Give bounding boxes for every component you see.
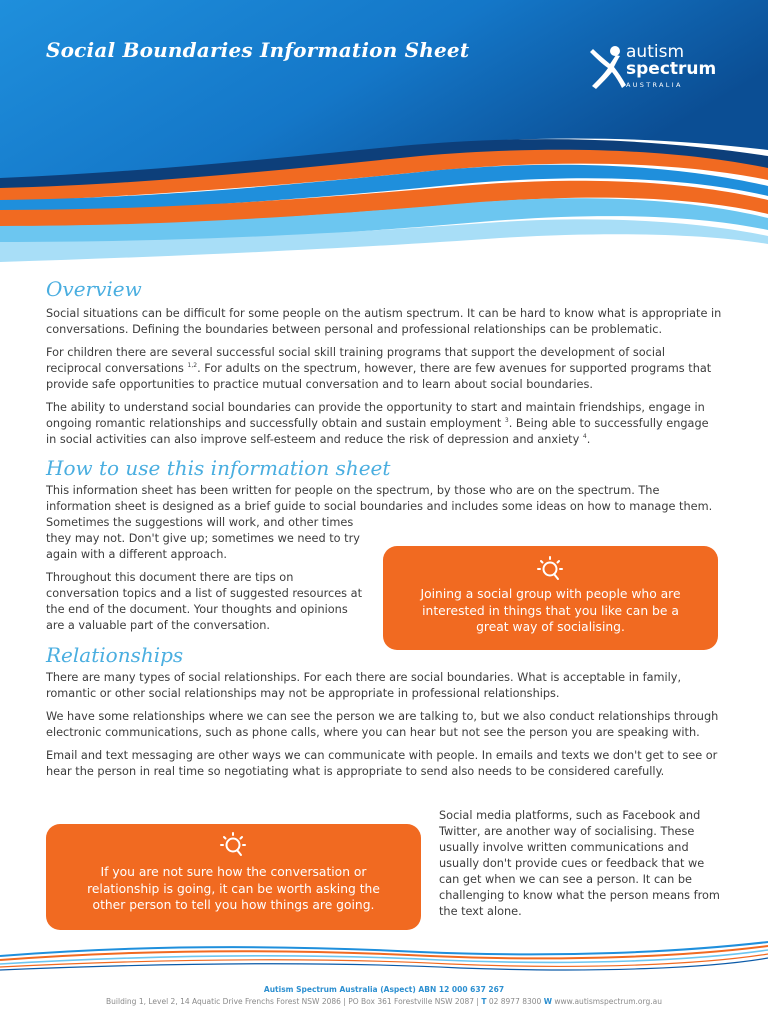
logo-line-australia: AUSTRALIA: [626, 81, 683, 89]
brand-logo: [586, 42, 736, 92]
overview-paragraph-3: The ability to understand social boundaries can provide the opportunity to start and maintain friendships, engage in ongoing romantic relationships and successfully obtain and sustain employment $^3$. Being able to successfully engage in social activities can also improve self-esteem and reduce the risk of depression and anxiety $^4$.: [46, 401, 709, 446]
heading-relationships: Relationships: [46, 643, 184, 667]
main-content: [46, 276, 722, 787]
relationships-paragraph-1: There are many types of social relationships. For each there are social boundaries. What is acceptable in family, romantic or other social relationships may not be appropriate in professional relationships.: [46, 671, 682, 700]
overview-paragraph-2: For children there are several successful social skill training programs that support the development of social reciprocal conversations $^{1,2}$. For adults on the spectrum, however, there are few avenues for supported programs that provide safe opportunities to practice mutual conversation and to learn about social boundaries.: [46, 346, 712, 391]
page-title: Social Boundaries Information Sheet: [46, 38, 470, 62]
relationships-paragraph-4: Social media platforms, such as Facebook and Twitter, are another way of socialising. These usually involve written communications and usually don't provide cues or feedback that we can get when we can see a person. It can be challenging to know what the person means from the text alone.: [439, 809, 720, 918]
footer-contact: Building 1, Level 2, 14 Aquatic Drive Frenchs Forest NSW 2086 | PO Box 361 Forestville NSW 2087 | T 02 8977 8300 W www.autismspectrum.org.au: [106, 997, 662, 1006]
tip-box-social-group: [383, 546, 718, 650]
how-to-use-paragraph-2: Sometimes the suggestions will work, and other times they may not. Don't give up; sometimes we need to try again with a different approach.: [46, 516, 360, 561]
how-to-use-paragraph-1: This information sheet has been written for people on the spectrum, by those who are on the spectrum. The information sheet is designed as a brief guide to social boundaries and includes some ideas on how to manage them.: [46, 484, 713, 513]
footer-organisation: Autism Spectrum Australia (Aspect) ABN 12 000 637 267: [263, 985, 505, 994]
logo-line-autism: autism: [626, 42, 684, 62]
how-to-use-paragraph-3: Throughout this document there are tips on conversation topics and a list of suggested resources at the end of the document. Your thoughts and opinions are a valuable part of the conversation.: [46, 571, 363, 632]
tip-box-ask-other-person: [46, 824, 421, 930]
header-banner: [0, 0, 768, 262]
heading-how-to-use: How to use this information sheet: [46, 456, 391, 480]
tip-text-ask-other-person: If you are not sure how the conversation or relationship is going, it can be worth asking the other person to tell you how things are going.: [87, 865, 380, 912]
overview-paragraph-1: Social situations can be difficult for some people on the autism spectrum. It can be hard to know what is appropriate in conversations. Defining the boundaries between personal and professional relationships can be problematic.: [46, 307, 722, 336]
logo-line-spectrum: spectrum: [626, 59, 717, 79]
relationships-paragraph-2: We have some relationships where we can see the person we are talking to, but we also conduct relationships through electronic communications, such as phone calls, where you can hear but not see the person you are speaking with.: [46, 710, 719, 739]
relationships-paragraph-3: Email and text messaging are other ways we can communicate with people. In emails and texts we don't get to see or hear the person in real time so negotiating what is appropriate to send also needs to be considered carefully.: [46, 749, 718, 778]
lightbulb-icon: [536, 554, 566, 584]
lightbulb-icon: [219, 830, 249, 860]
person-star-logo-icon: [586, 42, 626, 90]
footer-website-link[interactable]: www.autismspectrum.org.au: [551, 997, 662, 1006]
footer-wave-graphic: [0, 936, 768, 976]
heading-overview: Overview: [46, 277, 142, 301]
tip-text-social-group: Joining a social group with people who are interested in things that you like can be a great way of socialising.: [420, 587, 681, 634]
